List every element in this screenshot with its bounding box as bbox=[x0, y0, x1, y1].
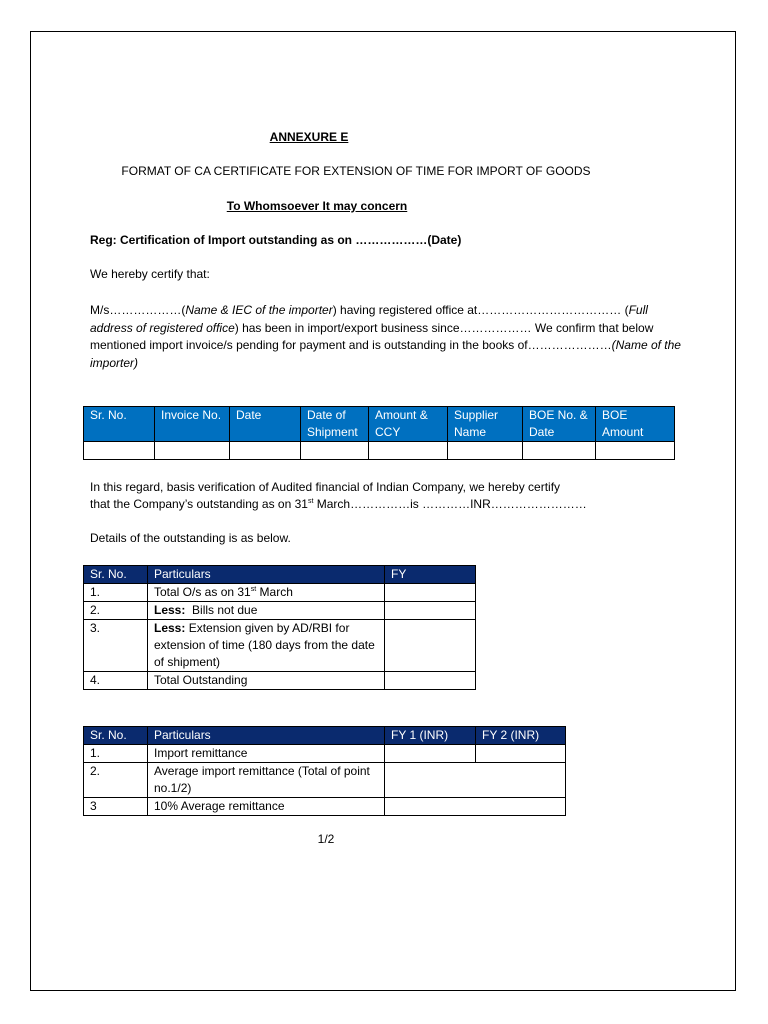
table-row bbox=[84, 442, 675, 460]
col-particulars: Particulars bbox=[148, 566, 385, 584]
table-cell bbox=[301, 442, 369, 460]
row-fy-value bbox=[385, 672, 476, 690]
table-row bbox=[84, 745, 566, 763]
page-number: 1/2 bbox=[317, 832, 335, 846]
col-sr-no: Sr. No. bbox=[84, 407, 155, 442]
col-fy2: FY 2 (INR) bbox=[476, 727, 566, 745]
salutation: To Whomsoever It may concern bbox=[226, 199, 408, 213]
col-amount-ccy: Amount & CCY bbox=[369, 407, 448, 442]
col-fy: FY bbox=[385, 566, 476, 584]
row-fy-value bbox=[385, 584, 476, 602]
format-title: FORMAT OF CA CERTIFICATE FOR EXTENSION OF TIME FOR IMPORT OF GOODS bbox=[121, 164, 591, 178]
table-cell bbox=[155, 442, 230, 460]
row-number: 2. bbox=[84, 602, 148, 620]
table-cell bbox=[369, 442, 448, 460]
col-boe-amount: BOE Amount bbox=[596, 407, 675, 442]
table-row bbox=[84, 763, 566, 798]
col-date-of-shipment: Date of Shipment bbox=[301, 407, 369, 442]
row-number: 3. bbox=[84, 620, 148, 672]
details-intro: Details of the outstanding is as below. bbox=[90, 531, 291, 545]
row-particulars: Total O/s as on 31st March bbox=[148, 584, 385, 602]
table-row bbox=[84, 672, 476, 690]
col-boe-no-date: BOE No. & Date bbox=[523, 407, 596, 442]
table-row bbox=[84, 620, 476, 672]
table-row bbox=[84, 584, 476, 602]
row-fy2-value bbox=[476, 745, 566, 763]
annexure-title: ANNEXURE E bbox=[269, 130, 349, 144]
col-sr-no: Sr. No. bbox=[84, 566, 148, 584]
table-cell bbox=[84, 442, 155, 460]
row-number: 2. bbox=[84, 763, 148, 798]
col-supplier-name: Supplier Name bbox=[448, 407, 523, 442]
outstanding-table-header bbox=[84, 566, 476, 584]
row-fy-value bbox=[385, 763, 566, 798]
row-number: 1. bbox=[84, 745, 148, 763]
row-particulars: Less: Extension given by AD/RBI for extension of time (180 days from the date of shipment) bbox=[148, 620, 385, 672]
col-fy1: FY 1 (INR) bbox=[385, 727, 476, 745]
row-particulars: Average import remittance (Total of point no.1/2) bbox=[148, 763, 385, 798]
row-number: 1. bbox=[84, 584, 148, 602]
table-cell bbox=[230, 442, 301, 460]
col-particulars: Particulars bbox=[148, 727, 385, 745]
reg-line: Reg: Certification of Import outstanding as on ………………(Date) bbox=[90, 233, 462, 247]
table-row bbox=[84, 798, 566, 816]
outstanding-table bbox=[83, 565, 476, 690]
certify-intro: We hereby certify that: bbox=[90, 267, 210, 281]
col-date: Date bbox=[230, 407, 301, 442]
table-cell bbox=[523, 442, 596, 460]
table-row bbox=[84, 602, 476, 620]
col-sr-no: Sr. No. bbox=[84, 727, 148, 745]
row-fy-value bbox=[385, 602, 476, 620]
verification-paragraph-line2: that the Company’s outstanding as on 31st March……………is …………INR…………………… bbox=[90, 497, 587, 511]
table-cell bbox=[596, 442, 675, 460]
invoice-table-header bbox=[84, 407, 675, 442]
row-number: 4. bbox=[84, 672, 148, 690]
importer-paragraph: M/s………………(Name & IEC of the importer) having registered office at……………………………… (Full address of registered office) has been in import/export business since……………… We confirm that below mentioned import invoice/s pending for payment and is outstanding in the books of…………………(Name of the importer) bbox=[90, 303, 681, 370]
table-cell bbox=[448, 442, 523, 460]
row-particulars: Less: Bills not due bbox=[148, 602, 385, 620]
row-particulars: Import remittance bbox=[148, 745, 385, 763]
invoice-table bbox=[83, 406, 675, 460]
row-number: 3 bbox=[84, 798, 148, 816]
row-particulars: 10% Average remittance bbox=[148, 798, 385, 816]
remittance-table-header bbox=[84, 727, 566, 745]
row-fy1-value bbox=[385, 745, 476, 763]
verification-paragraph-line1: In this regard, basis verification of Audited financial of Indian Company, we hereby certify bbox=[90, 480, 561, 494]
row-particulars: Total Outstanding bbox=[148, 672, 385, 690]
remittance-table bbox=[83, 726, 566, 816]
row-fy-value bbox=[385, 798, 566, 816]
col-invoice-no: Invoice No. bbox=[155, 407, 230, 442]
row-fy-value bbox=[385, 620, 476, 672]
